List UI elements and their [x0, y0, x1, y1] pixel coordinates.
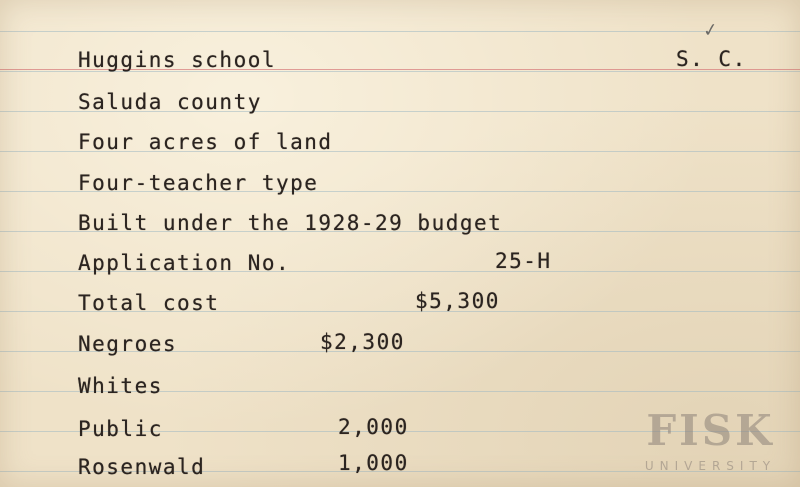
watermark-name: FISK — [646, 406, 775, 455]
school-type: Four-teacher type — [78, 171, 319, 195]
fisk-university-watermark — [628, 406, 793, 482]
total-cost-value: $5,300 — [415, 289, 500, 313]
state-abbreviation: S. C. — [676, 47, 747, 71]
public-label: Public — [78, 417, 163, 441]
rosenwald-label: Rosenwald — [78, 455, 206, 479]
budget-line: Built under the 1928-29 budget — [78, 211, 503, 235]
application-label: Application No. — [78, 251, 291, 275]
rosenwald-value: 1,000 — [338, 451, 409, 475]
land-acreage: Four acres of land — [78, 130, 333, 154]
county-name: Saluda county — [78, 90, 262, 114]
whites-label: Whites — [78, 374, 163, 398]
public-value: 2,000 — [338, 415, 409, 439]
negroes-value: $2,300 — [320, 330, 405, 354]
negroes-label: Negroes — [78, 332, 178, 356]
school-name: Huggins school — [78, 48, 277, 72]
application-number: 25-H — [495, 249, 552, 273]
check-mark: ✓ — [701, 19, 720, 42]
total-cost-label: Total cost — [78, 291, 220, 315]
watermark-subtitle: UNIVERSITY — [644, 459, 777, 473]
